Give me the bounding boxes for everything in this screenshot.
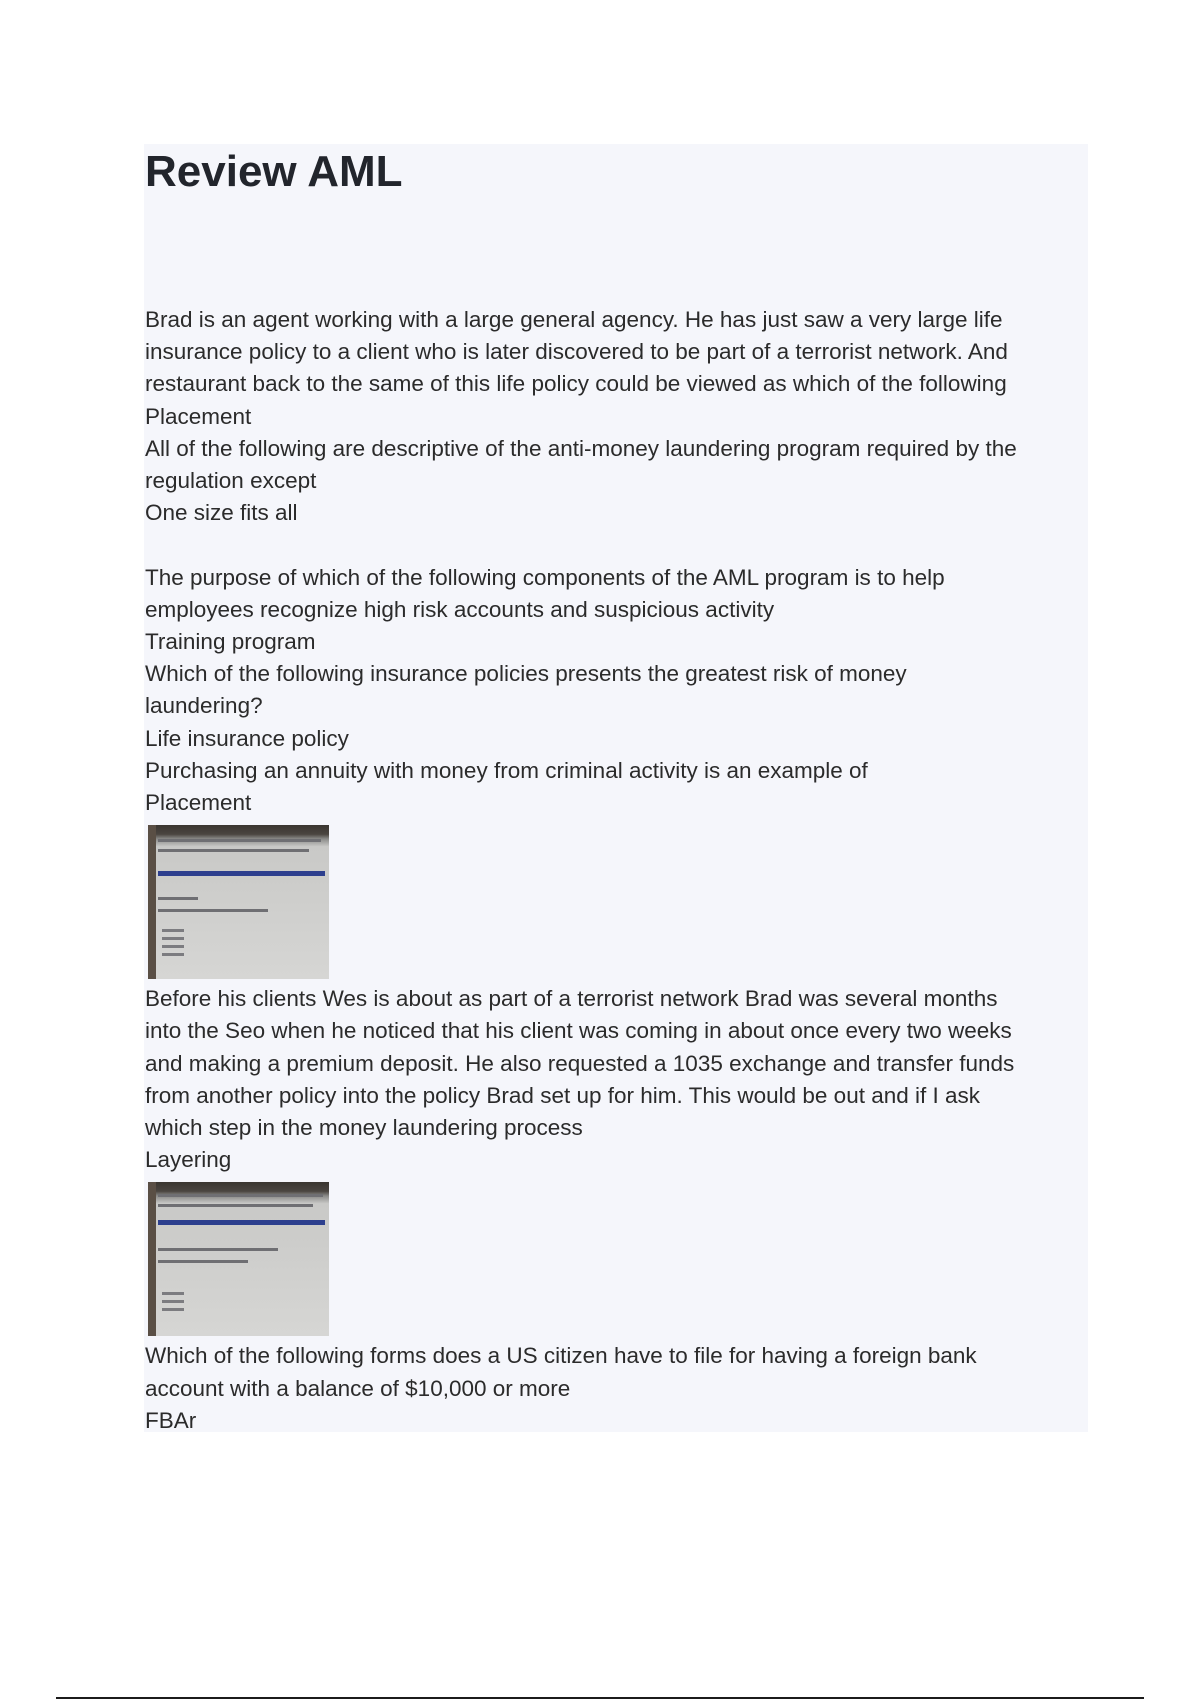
photo-browser-strip <box>158 1204 313 1207</box>
footer-divider <box>56 1697 1144 1699</box>
screenshot-photo-thumbnail <box>148 1182 329 1336</box>
text-line: Before his clients Wes is about as part of a terrorist network Brad was several months <box>145 986 998 1012</box>
photo-text-strip <box>158 1248 278 1251</box>
photo-header-bar <box>158 1220 325 1225</box>
photo-text-strip <box>158 897 198 900</box>
text-line: regulation except <box>145 468 317 494</box>
text-line: which step in the money laundering process <box>145 1115 583 1141</box>
photo-text-strip <box>158 909 268 912</box>
answer-line: FBAr <box>145 1407 197 1433</box>
photo-option-line <box>162 1292 184 1295</box>
text-line: Purchasing an annuity with money from criminal activity is an example of <box>145 757 868 783</box>
text-line: Which of the following forms does a US citizen have to file for having a foreign bank <box>145 1343 977 1369</box>
text-line: laundering? <box>145 693 263 719</box>
photo-browser-strip <box>158 839 321 842</box>
text-line: account with a balance of $10,000 or more <box>145 1375 571 1401</box>
text-line: insurance policy to a client who is later discovered to be part of a terrorist network. And <box>145 339 1008 365</box>
screenshot-photo-thumbnail <box>148 825 329 979</box>
photo-header-bar <box>158 871 325 876</box>
answer-line: Life insurance policy <box>145 725 349 751</box>
photo-option-line <box>162 1300 184 1303</box>
text-line: Which of the following insurance policies presents the greatest risk of money <box>145 661 907 687</box>
text-line: Brad is an agent working with a large general agency. He has just saw a very large life <box>145 307 1003 332</box>
photo-browser-strip <box>158 849 309 852</box>
text-line: All of the following are descriptive of the anti-money laundering program required by the <box>145 435 1017 461</box>
paragraph-spacer <box>145 529 1085 561</box>
photo-text-strip <box>158 1260 248 1263</box>
photo-option-line <box>162 937 184 940</box>
answer-line: Placement <box>145 790 252 816</box>
photo-option-line <box>162 1308 184 1311</box>
photo-edge <box>148 825 156 979</box>
text-line: from another policy into the policy Brad set up for him. This would be out and if I ask <box>145 1082 981 1108</box>
text-line: The purpose of which of the following components of the AML program is to help <box>145 564 945 590</box>
text-line: into the Seo when he noticed that his client was coming in about once every two weeks <box>145 1018 1012 1044</box>
photo-edge <box>148 1182 156 1336</box>
answer-line: Placement <box>145 403 252 429</box>
text-line: restaurant back to the same of this life policy could be viewed as which of the following <box>145 371 1007 397</box>
answer-line: One size fits all <box>145 500 298 526</box>
document-title: Review AML <box>145 147 403 196</box>
photo-option-line <box>162 953 184 956</box>
answer-line: Training program <box>145 629 316 655</box>
document-body <box>145 304 1085 1437</box>
answer-line: Layering <box>145 1147 232 1173</box>
text-line: and making a premium deposit. He also requested a 1035 exchange and transfer funds <box>145 1050 1015 1076</box>
text-line: employees recognize high risk accounts and suspicious activity <box>145 596 775 622</box>
photo-option-line <box>162 945 184 948</box>
photo-browser-strip <box>158 1194 323 1197</box>
photo-option-line <box>162 929 184 932</box>
